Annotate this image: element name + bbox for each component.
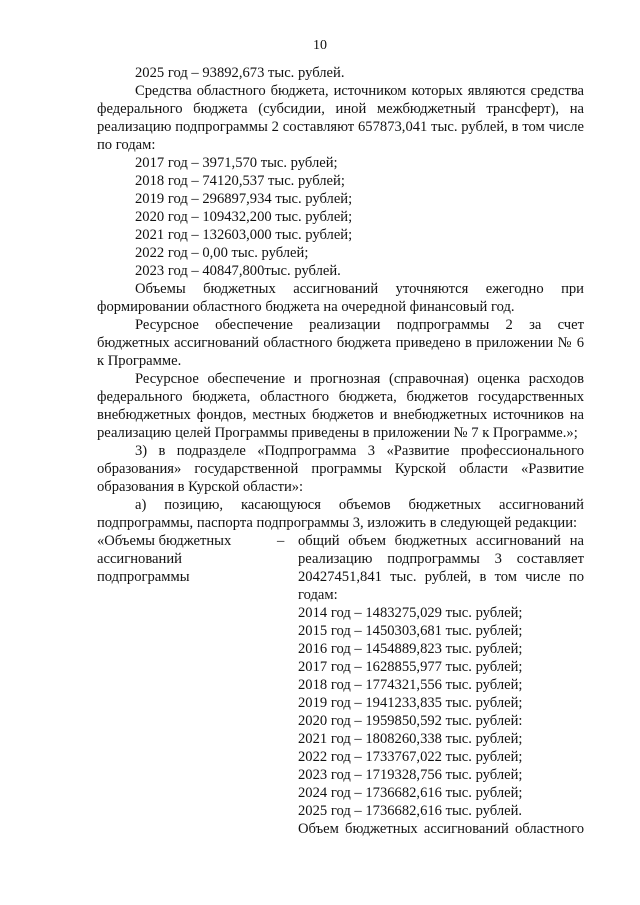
table-dash: – [277, 533, 285, 549]
year-line: 2018 год – 74120,537 тыс. рублей; [135, 173, 345, 189]
table-year-line: 2021 год – 1808260,338 тыс. рублей; [298, 731, 523, 747]
table-year-line: 2014 год – 1483275,029 тыс. рублей; [298, 605, 523, 621]
table-year-line: 2022 год – 1733767,022 тыс. рублей; [298, 749, 523, 765]
table-year-line: 2023 год – 1719328,756 тыс. рублей; [298, 767, 523, 783]
table-last-line: Объем бюджетных ассигнований областного [298, 821, 584, 837]
year-line: 2019 год – 296897,934 тыс. рублей; [135, 191, 353, 207]
passport-table [97, 532, 584, 838]
year-line: 2021 год – 132603,000 тыс. рублей; [135, 227, 353, 243]
table-year-line: 2018 год – 1774321,556 тыс. рублей; [298, 677, 523, 693]
page-number: 10 [313, 38, 327, 53]
table-year-line: 2017 год – 1628855,977 тыс. рублей; [298, 659, 523, 675]
paragraph-subsection-3: 3) в подразделе «Подпрограмма 3 «Развитие профессионального образования» государственной программы Курской области «Развитие образования в Курской области»: [97, 443, 584, 495]
table-intro: общий объем бюджетных ассигнований на реализацию подпрограммы 3 составляет 20427451,841 тыс. рублей, в том числе по годам: [298, 533, 584, 603]
table-year-line: 2019 год – 1941233,835 тыс. рублей; [298, 695, 523, 711]
paragraph-federal-funds: Средства областного бюджета, источником которых являются средства федерального бюджета (субсидии, иной межбюджетный трансферт), на реализацию подпрограммы 2 составляют 657873,041 тыс. рублей, в том числе по годам: [97, 83, 584, 153]
years-list [97, 154, 584, 280]
paragraph-appendix-7: Ресурсное обеспечение и прогнозная (справочная) оценка расходов федерального бюджета, областного бюджета, бюджетов государственных внебюджетных фондов, местных бюджетов и внебюджетных источников на реализацию целей Программы приведены в приложении № 7 к Программе.»; [97, 371, 584, 441]
year-line-2025: 2025 год – 93892,673 тыс. рублей. [135, 65, 345, 81]
year-line: 2020 год – 109432,200 тыс. рублей; [135, 209, 353, 225]
year-line: 2023 год – 40847,800тыс. рублей. [135, 263, 341, 279]
document-body [97, 64, 584, 838]
paragraph-position-a: а) позицию, касающуюся объемов бюджетных ассигнований подпрограммы, паспорта подпрограммы 3, изложить в следующей редакции: [97, 497, 584, 531]
table-year-line: 2020 год – 1959850,592 тыс. рублей: [298, 713, 523, 729]
table-right-cell [277, 532, 584, 838]
paragraph-refinement: Объемы бюджетных ассигнований уточняются ежегодно при формировании областного бюджета на очередной финансовый год. [97, 281, 584, 315]
table-year-line: 2015 год – 1450303,681 тыс. рублей; [298, 623, 523, 639]
year-line: 2017 год – 3971,570 тыс. рублей; [135, 155, 338, 171]
table-year-line: 2024 год – 1736682,616 тыс. рублей; [298, 785, 523, 801]
year-line: 2022 год – 0,00 тыс. рублей; [135, 245, 309, 261]
table-year-line: 2025 год – 1736682,616 тыс. рублей. [298, 803, 523, 819]
table-year-line: 2016 год – 1454889,823 тыс. рублей; [298, 641, 523, 657]
paragraph-appendix-6: Ресурсное обеспечение реализации подпрограммы 2 за счет бюджетных ассигнований областного бюджета приведено в приложении № 6 к Программе. [97, 317, 584, 369]
table-left-cell: «Объемы бюджетных ассигнований подпрограммы [97, 533, 232, 585]
